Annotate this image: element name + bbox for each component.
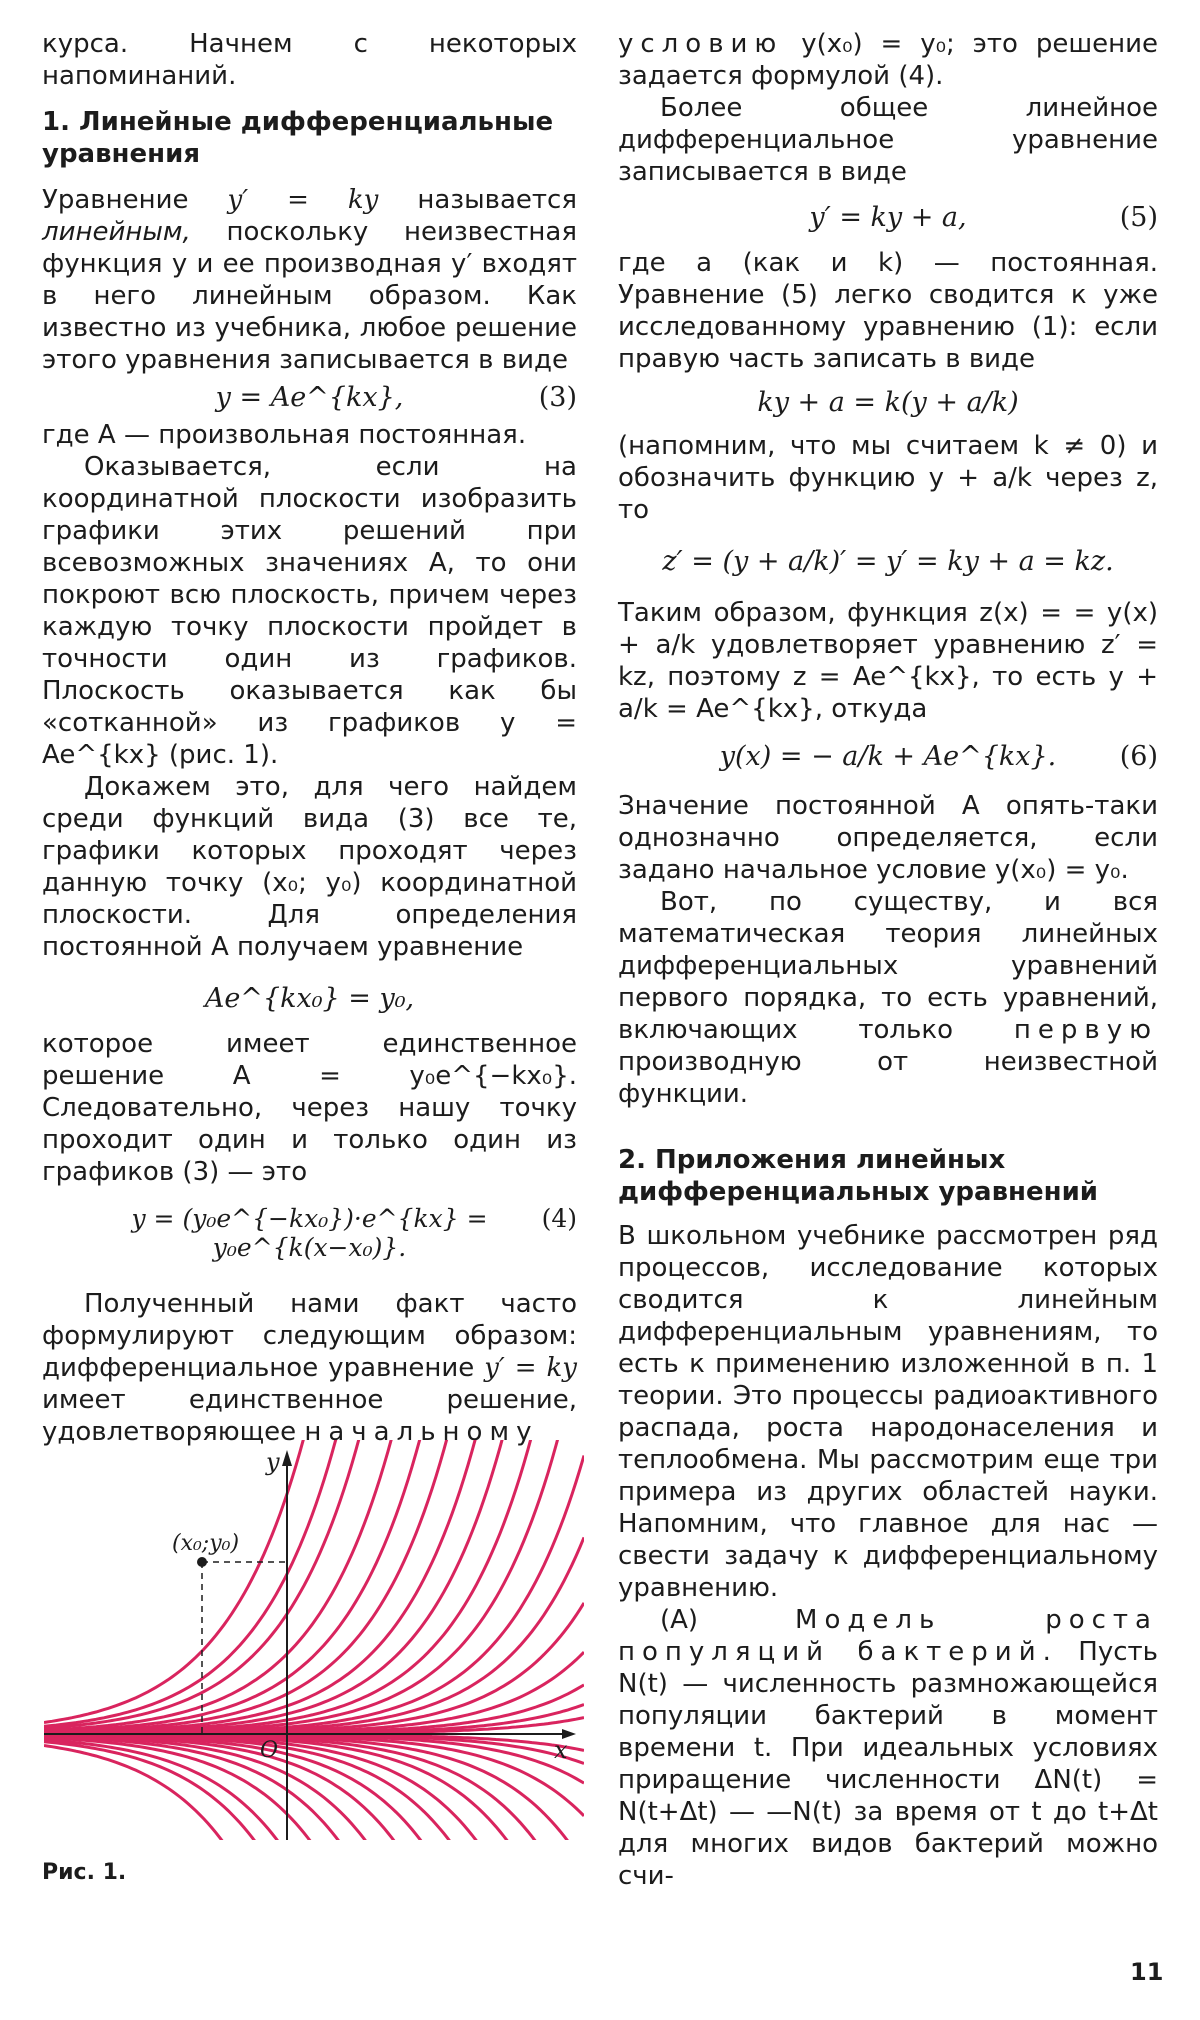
inline-equation: y′ = ky (484, 1353, 577, 1383)
equation-text: ky + a = k(y + a/k) (757, 387, 1019, 418)
equation-text: y = Ae^{kx}, (215, 382, 404, 413)
origin-label: O (260, 1738, 279, 1763)
text-run: называется (417, 185, 577, 215)
text-run: имеет единственное решение, удовлетворяющее (42, 1385, 577, 1447)
equation-text: Ae^{kx₀} = y₀, (204, 983, 415, 1014)
paragraph-proof: Докажем это, для чего найдем среди функций вида (3) все те, графики которых проходят через данную точку (x₀; y₀) координатной плоскости. Для определения постоянной A получаем уравнение (42, 772, 577, 962)
right-column (618, 28, 1158, 1892)
solution-curve-24 (44, 1440, 584, 1734)
x-axis-label: x (554, 1736, 568, 1764)
equation-number: (3) (538, 382, 577, 413)
text-run: y(x₀) = y₀; это решение задается формулой (4). (618, 29, 1159, 91)
spaced-text: начальному (304, 1417, 539, 1447)
point-label: (x₀;y₀) (172, 1531, 240, 1556)
y-axis-arrow (282, 1450, 292, 1466)
figure-caption: Рис. 1. (42, 1860, 127, 1885)
text-run: Уравнение (42, 185, 189, 215)
equation-text: y′ = ky + a, (809, 202, 967, 233)
equation-fraction (618, 387, 1158, 418)
paragraph-condition (618, 28, 1158, 92)
equation-text: y = (y₀e^{−kx₀})·e^{kx} = y₀e^{k(x−x₀)}. (131, 1204, 488, 1262)
text-run: Вот, по существу, и вся математическая теория линейных дифференциальных уравнений первого порядка, то есть уравнений, включающих только (618, 887, 1158, 1045)
paragraph-fact (42, 1288, 577, 1448)
solution-curve-33 (44, 1440, 584, 1723)
page-number: 11 (1130, 1958, 1164, 1986)
spaced-text: условию (618, 29, 784, 59)
solution-curve-23 (44, 1456, 584, 1734)
equation-number: (4) (541, 1204, 577, 1233)
solution-curves (44, 1440, 584, 1840)
left-column (42, 28, 577, 1448)
text-run: Полученный нами факт часто формулируют следующим образом: дифференциальное уравнение (42, 1289, 577, 1383)
text-run: поскольку неизвестная функция y и ее производная y′ входят в него линейным образом. Как известно из учебника, любое решение этого уравнения записывается в виде (42, 217, 577, 375)
paragraph-substitution: (напомним, что мы считаем k ≠ 0) и обозначить функцию y + a/k через z, то (618, 431, 1158, 525)
equation-point (42, 983, 577, 1014)
paragraph-reduction: где a (как и k) — постоянная. Уравнение (5) легко сводится к уже исследованному уравнению (1): если правую часть записать в виде (618, 248, 1158, 374)
text-run: (A) (660, 1605, 699, 1635)
paragraph-thus: Таким образом, функция z(x) = = y(x) + a/k удовлетворяет уравнению z′ = kz, поэтому z = Ae^{kx}, то есть y + a/k = Ae^{kx}, откуда (618, 598, 1158, 724)
paragraph-initial: Значение постоянной A опять-таки однозначно определяется, если задано начальное условие y(x₀) = y₀. (618, 791, 1158, 885)
section-heading-2: 2. Приложения линейных дифференциальных уравнений (618, 1145, 1099, 1207)
paragraph-constant: где A — произвольная постоянная. (42, 420, 527, 450)
spaced-text: первую (1013, 1015, 1159, 1045)
paragraph-linear-eq (42, 184, 577, 376)
paragraph-applications: В школьном учебнике рассмотрен ряд процессов, исследование которых сводится к линейным дифференциальным уравнениям, то есть к применению изложенной в п. 1 теории. Это процессы радиоактивного распада, роста народонаселения и теплообмена. Мы рассмотрим еще три примера из других областей науки. Напомним, что главное для нас — свести задачу к дифференциальному уравнению. (618, 1221, 1158, 1603)
paragraph-unique: которое имеет единственное решение A = y₀e^{−kx₀}. Следовательно, через нашу точку проходит один и только один из графиков (3) — это (42, 1029, 577, 1187)
paragraph-theory (618, 886, 1158, 1110)
text-run: Пусть N(t) — численность размножающейся популяции бактерий в момент времени t. При идеальных условиях приращение численности ΔN(t) = N(t+Δt) — —N(t) за время от t до t+Δt для многих видов бактерий можно счи- (618, 1637, 1158, 1891)
equation-number: (6) (1119, 741, 1158, 772)
inline-equation: y′ = ky (227, 185, 379, 215)
equation-5 (618, 202, 1158, 233)
equation-z (618, 546, 1158, 577)
equation-text: y(x) = − a/k + Ae^{kx}. (719, 741, 1057, 772)
text-run: производную от неизвестной функции. (618, 1047, 1158, 1109)
paragraph-bacteria (618, 1604, 1158, 1892)
paragraph-general-eq: Более общее линейное дифференциальное уравнение записывается в виде (618, 93, 1158, 187)
point-x0-y0 (197, 1557, 207, 1567)
axes (44, 1450, 576, 1840)
equation-3 (42, 382, 577, 413)
equation-4 (42, 1204, 577, 1262)
solution-curve-0 (44, 1746, 584, 1841)
equation-number: (5) (1119, 202, 1158, 233)
section-heading-1: 1. Линейные дифференциальные уравнения (42, 107, 554, 169)
equation-text: z′ = (y + a/k)′ = y′ = ky + a = kz. (662, 546, 1114, 577)
y-axis-label: y (266, 1448, 280, 1476)
spaced-text: Модель роста популяций бактерий. (618, 1605, 1158, 1667)
emphasis-text: линейным, (42, 217, 191, 247)
equation-6 (618, 741, 1158, 772)
intro-text: курса. Начнем с некоторых напоминаний. (42, 29, 577, 91)
figure-1-plot (44, 1440, 584, 1840)
paragraph-graphs: Оказывается, если на координатной плоскости изобразить графики этих решений при всевозможных значениях A, то они покроют всю плоскость, причем через каждую точку плоскости пройдет в точности один из графиков. Плоскость оказывается как бы «сотканной» из графиков y = Ae^{kx} (рис. 1). (42, 452, 577, 770)
